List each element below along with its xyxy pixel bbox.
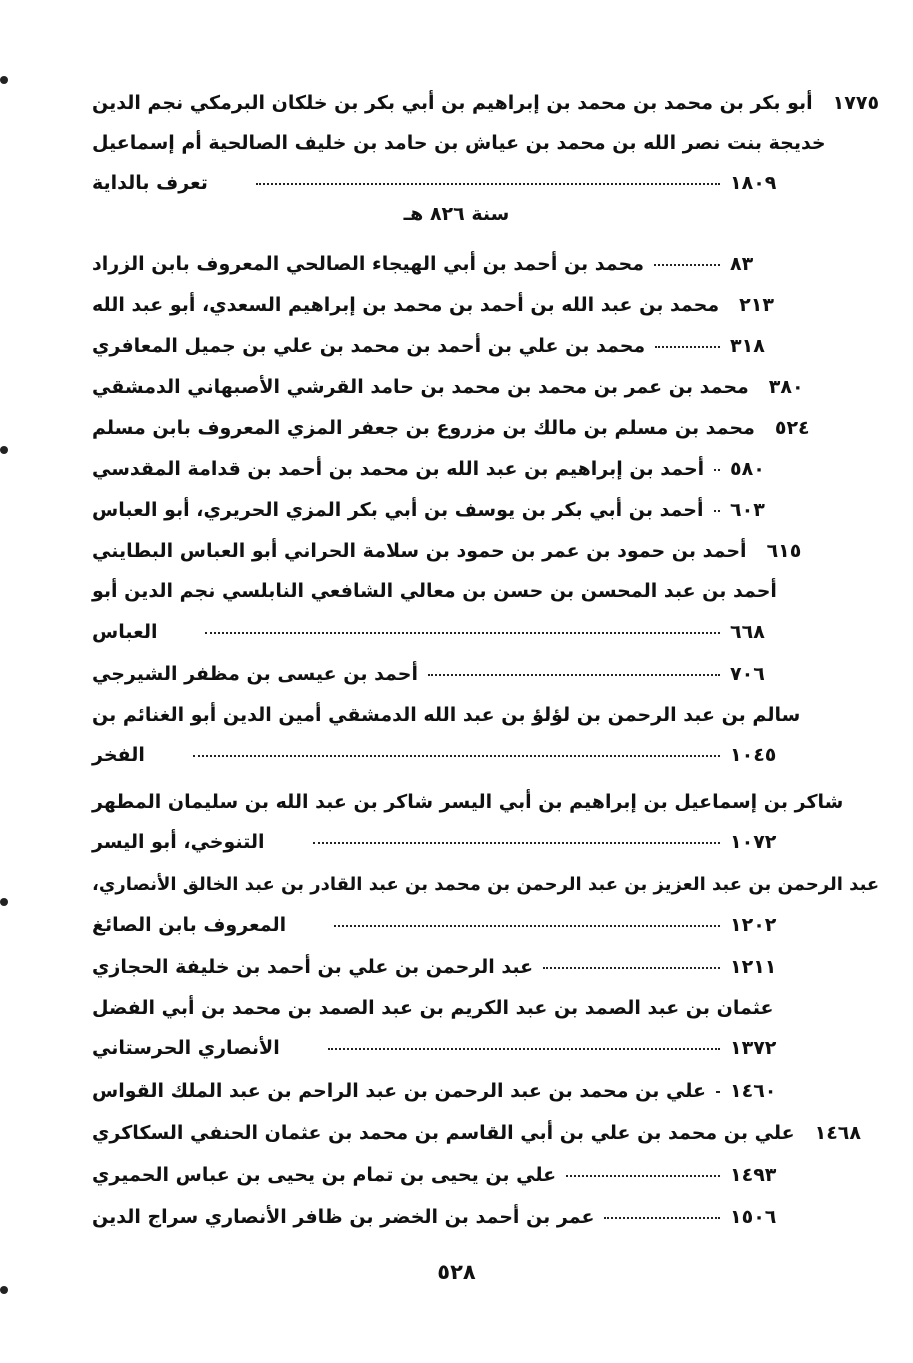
leader-dots [543,966,720,969]
entry-name: أحمد بن أبي بكر بن يوسف بن أبي بكر المزي الحريري، أبو العباس [92,499,704,521]
entry-number: ١٠٤٥ [730,744,777,766]
entry-name: أحمد بن عيسى بن مظفر الشيرجي [92,663,418,685]
index-entry [92,1190,792,1228]
index-entry [92,564,792,602]
entry-name: أحمد بن حمود بن عمر بن حمود بن سلامة الحراني أبو العباس البطايني [92,540,747,562]
entry-name: عبد الرحمن بن علي بن أحمد بن خليفة الحجازي [92,956,534,978]
leader-dots [256,182,720,185]
entry-name: أحمد بن عبد المحسن بن حسن بن معالي الشافعي النابلسي نجم الدين أبو [92,580,777,602]
entry-number: ١٧٧٥ [832,92,880,114]
entry-name: علي بن محمد بن علي بن أبي القاسم بن محمد بن عثمان الحنفي السكاكري [92,1122,795,1144]
leader-dots [428,673,720,676]
entry-number: ٦٠٣ [730,499,765,521]
entry-number: ١٢٠٢ [730,914,777,936]
entry-name: محمد بن عبد الله بن أحمد بن محمد بن إبراهيم السعدي، أبو عبد الله [92,294,720,316]
index-entry-continuation [92,815,792,853]
scan-mark [0,446,8,454]
leader-dots [193,754,720,757]
entry-number: ١٥٠٦ [730,1206,777,1228]
entry-name: عبد الرحمن بن عبد العزيز بن عبد الرحمن بن محمد بن عبد القادر بن عبد الخالق الأنصاري، [92,874,880,895]
entry-number: ٢١٣ [739,294,774,316]
leader-dots [313,841,720,844]
leader-dots [604,1216,720,1219]
leader-dots [716,1090,720,1093]
index-entry-continuation [92,728,792,766]
index-entry [92,116,826,154]
index-entry [92,775,844,813]
entry-name: سالم بن عبد الرحمن بن لؤلؤ بن عبد الله الدمشقي أمين الدين أبو الغنائم بن [92,704,801,726]
index-entry-continuation [92,605,792,643]
entry-number: ٥٢٤ [774,417,810,439]
index-entry [92,442,792,480]
entry-name: التنوخي، أبو اليسر [92,831,265,853]
entry-name: عمر بن أحمد بن الخضر بن ظافر الأنصاري سراج الدين [92,1206,595,1228]
index-entry-continuation [92,898,792,936]
entry-name: عثمان بن عبد الصمد بن عبد الكريم بن عبد الصمد بن محمد بن أبي الفضل [92,997,774,1019]
entry-number: ١٤٦٨ [814,1122,861,1144]
entry-number: ٣١٨ [730,335,765,357]
entry-name: علي بن محمد بن عبد الرحمن بن عبد الراحم بن عبد الملك القواس [92,1080,706,1102]
index-entry [92,76,880,114]
entry-name: الأنصاري الحرستاني [92,1037,280,1059]
section-heading: سنة ٨٢٦ هـ [403,203,510,225]
leader-dots [714,509,721,512]
index-entry [92,360,804,398]
leader-dots [566,1174,720,1177]
scan-mark [0,76,8,84]
entry-name: علي بن يحيى بن تمام بن يحيى بن عباس الحميري [92,1164,557,1186]
index-entry [92,1064,792,1102]
leader-dots [714,468,720,471]
scan-mark [0,898,8,906]
entry-name: تعرف بالداية [92,172,208,194]
index-entry [92,483,792,521]
index-entry [92,401,810,439]
leader-dots [655,345,720,348]
index-entry [92,1106,861,1144]
index-entry-continuation [92,156,792,194]
index-entry [92,940,792,978]
entry-number: ١٤٦٠ [730,1080,777,1102]
entry-name: محمد بن عمر بن محمد بن محمد بن حامد القرشي الأصبهاني الدمشقي [92,376,749,398]
leader-dots [334,924,720,927]
entry-name: أحمد بن إبراهيم بن عبد الله بن محمد بن أحمد بن قدامة المقدسي [92,458,705,480]
page-number: ٥٢٨ [437,1260,476,1284]
entry-number: ٧٠٦ [730,663,765,685]
entry-number: ٥٨٠ [730,458,765,480]
entry-name: محمد بن مسلم بن مالك بن مزروع بن جعفر المزي المعروف بابن مسلم [92,417,755,439]
entry-name: محمد بن أحمد بن أبي الهيجاء الصالحي المعروف بابن الزراد [92,253,644,275]
leader-dots [328,1047,720,1050]
leader-dots [654,263,720,266]
entry-name: خديجة بنت نصر الله بن محمد بن عياش بن حامد بن خليف الصالحية أم إسماعيل [92,132,826,154]
index-entry [92,524,802,562]
entry-number: ١٣٧٢ [730,1037,777,1059]
entry-name: الفخر [92,744,145,766]
entry-name: محمد بن علي بن أحمد بن محمد بن علي بن جميل المعافري [92,335,646,357]
entry-number: ١٨٠٩ [730,172,777,194]
index-entry [92,857,880,895]
index-entry [92,981,792,1019]
entry-number: ٦١٥ [766,540,802,562]
index-entry [92,278,792,316]
entry-number: ١٢١١ [730,956,777,978]
entry-number: ٣٨٠ [768,376,804,398]
index-entry [92,688,801,726]
entry-number: ١٤٩٣ [730,1164,777,1186]
entry-name: أبو بكر بن محمد بن محمد بن إبراهيم بن أبي بكر بن خلكان البرمكي نجم الدين [92,92,813,114]
scan-mark [0,1286,8,1294]
entry-name: العباس [92,621,158,643]
entry-number: ٨٣ [730,253,754,275]
index-entry [92,1148,792,1186]
entry-name: المعروف بابن الصائغ [92,914,287,936]
index-entry [92,237,792,275]
entry-name: شاكر بن إسماعيل بن إبراهيم بن أبي اليسر شاكر بن عبد الله بن سليمان المطهر [92,791,844,813]
entry-number: ١٠٧٢ [730,831,777,853]
leader-dots [205,631,720,634]
entry-number: ٦٦٨ [730,621,765,643]
index-entry [92,319,792,357]
index-entry [92,647,792,685]
index-entry-continuation [92,1021,792,1059]
